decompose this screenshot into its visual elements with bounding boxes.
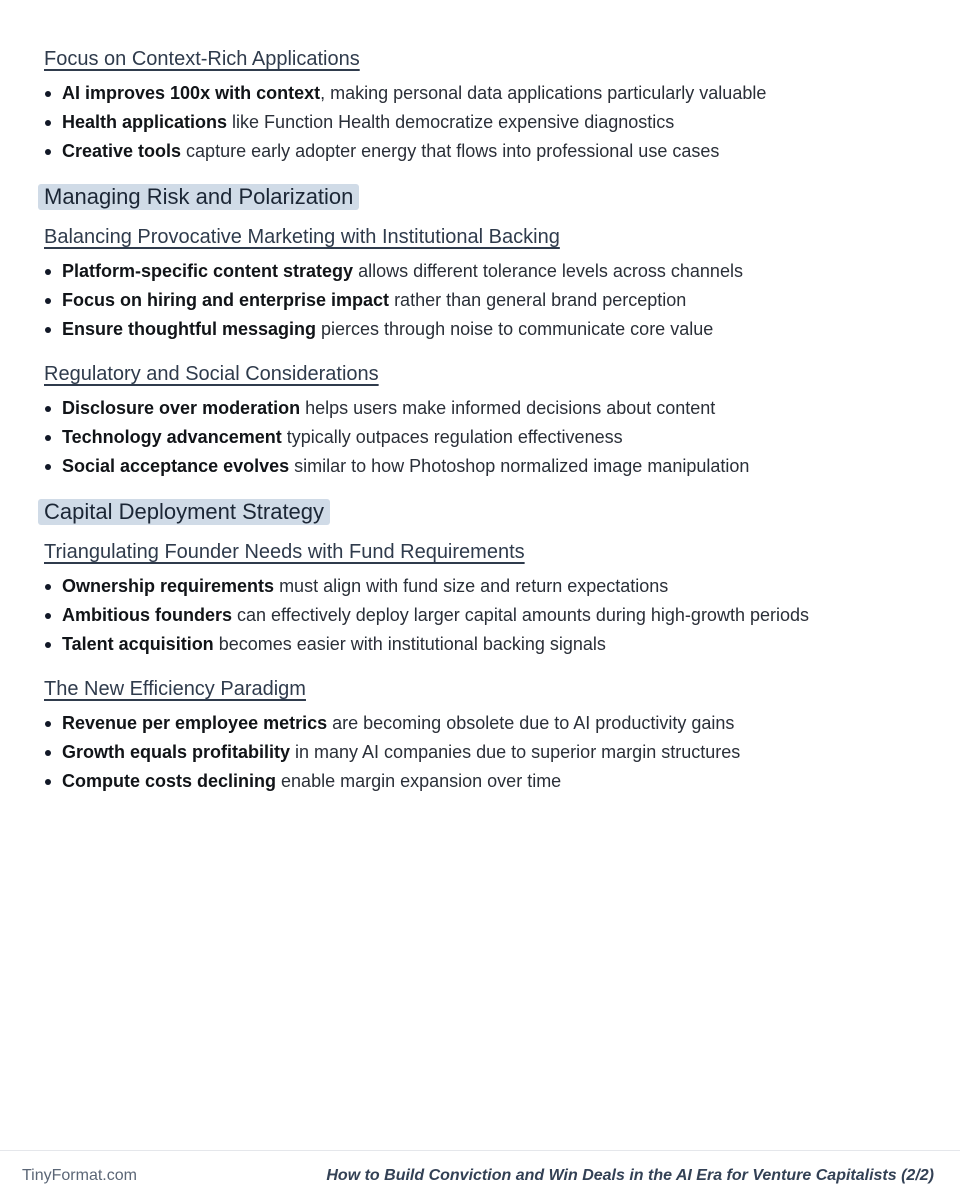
bullet-text: rather than general brand perception xyxy=(389,290,687,310)
list-item xyxy=(44,423,940,452)
list-item xyxy=(44,630,940,659)
bullet-bold: Disclosure over moderation xyxy=(62,398,301,418)
bullet-text: can effectively deploy larger capital amounts during high-growth periods xyxy=(232,605,809,625)
bullet-text: typically outpaces regulation effectiveness xyxy=(281,427,623,447)
bullet-text: like Function Health democratize expensive diagnostics xyxy=(227,112,675,132)
list-item xyxy=(44,257,940,286)
page-footer xyxy=(0,1150,960,1201)
bullet-text: allows different tolerance levels across channels xyxy=(353,261,743,281)
subsection-title: Triangulating Founder Needs with Fund Requirements xyxy=(44,541,525,563)
document-content xyxy=(44,46,940,796)
subsection-title: Balancing Provocative Marketing with Institutional Backing xyxy=(44,226,560,248)
section-title: Managing Risk and Polarization xyxy=(38,184,359,210)
list-item xyxy=(44,738,940,767)
bullet-text: capture early adopter energy that flows into professional use cases xyxy=(181,141,720,161)
bullet-list xyxy=(44,572,940,659)
list-item xyxy=(44,286,940,315)
bullet-text: enable margin expansion over time xyxy=(276,771,562,791)
bullet-bold: Technology advancement xyxy=(62,427,282,447)
subsection-title: Regulatory and Social Considerations xyxy=(44,363,379,385)
bullet-text: must align with fund size and return expectations xyxy=(274,576,669,596)
footer-site-link[interactable]: TinyFormat.com xyxy=(22,1167,137,1184)
subsection-title: Focus on Context-Rich Applications xyxy=(44,48,360,70)
bullet-bold: Platform-specific content strategy xyxy=(62,261,354,281)
bullet-text: helps users make informed decisions about content xyxy=(300,398,716,418)
list-item xyxy=(44,108,940,137)
footer-document-title: How to Build Conviction and Win Deals in the AI Era for Venture Capitalists (2/2) xyxy=(326,1167,934,1184)
bullet-bold: Ensure thoughtful messaging xyxy=(62,319,317,339)
bullet-bold: Talent acquisition xyxy=(62,634,214,654)
list-item xyxy=(44,601,940,630)
bullet-text: becomes easier with institutional backing signals xyxy=(213,634,606,654)
bullet-text: similar to how Photoshop normalized image manipulation xyxy=(289,456,750,476)
bullet-text: in many AI companies due to superior margin structures xyxy=(290,742,741,762)
bullet-list xyxy=(44,257,940,344)
section-title: Capital Deployment Strategy xyxy=(38,499,330,525)
bullet-bold: Revenue per employee metrics xyxy=(62,713,328,733)
bullet-bold: Growth equals profitability xyxy=(62,742,291,762)
list-item xyxy=(44,79,940,108)
bullet-text: , making personal data applications particularly valuable xyxy=(320,83,767,103)
bullet-bold: Ownership requirements xyxy=(62,576,275,596)
list-item xyxy=(44,315,940,344)
list-item xyxy=(44,452,940,481)
bullet-text: pierces through noise to communicate core value xyxy=(316,319,714,339)
bullet-list xyxy=(44,79,940,166)
bullet-bold: AI improves 100x with context xyxy=(62,83,321,103)
list-item xyxy=(44,394,940,423)
bullet-bold: Creative tools xyxy=(62,141,182,161)
list-item xyxy=(44,767,940,796)
bullet-text: are becoming obsolete due to AI productivity gains xyxy=(327,713,735,733)
list-item xyxy=(44,572,940,601)
bullet-bold: Focus on hiring and enterprise impact xyxy=(62,290,390,310)
bullet-bold: Social acceptance evolves xyxy=(62,456,290,476)
list-item xyxy=(44,137,940,166)
subsection-title: The New Efficiency Paradigm xyxy=(44,678,306,700)
bullet-list xyxy=(44,709,940,796)
bullet-bold: Compute costs declining xyxy=(62,771,277,791)
bullet-bold: Health applications xyxy=(62,112,228,132)
bullet-list xyxy=(44,394,940,481)
bullet-bold: Ambitious founders xyxy=(62,605,232,625)
list-item xyxy=(44,709,940,738)
